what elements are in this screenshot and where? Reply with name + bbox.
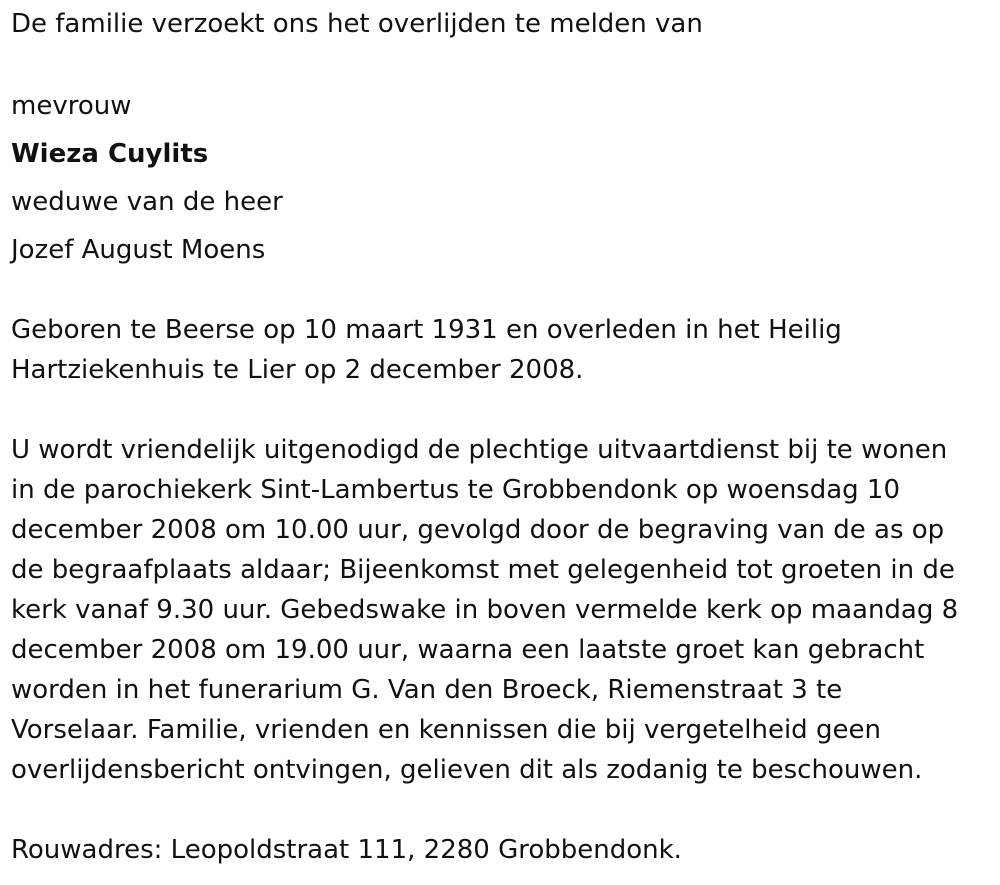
- service-line: Vorselaar. Familie, vrienden en kennissen die bij vergetelheid geen: [11, 715, 881, 745]
- deceased-name: Wieza Cuylits: [11, 139, 209, 169]
- service-line: worden in het funerarium G. Van den Broeck, Riemenstraat 3 te: [11, 675, 843, 705]
- service-paragraph: [11, 430, 986, 790]
- service-line: kerk vanaf 9.30 uur. Gebedswake in boven vermelde kerk op maandag 8: [11, 595, 959, 625]
- service-line: overlijdensbericht ontvingen, gelieven dit als zodanig te beschouwen.: [11, 755, 923, 785]
- widow-of-text: weduwe van de heer: [11, 187, 283, 217]
- birth-death-paragraph: [11, 310, 842, 390]
- spouse-name: Jozef August Moens: [11, 235, 266, 265]
- service-line: U wordt vriendelijk uitgenodigd de plechtige uitvaartdienst bij te wonen: [11, 435, 948, 465]
- service-line: de begraafplaats aldaar; Bijeenkomst met gelegenheid tot groeten in de: [11, 555, 955, 585]
- birth-death-line: Hartziekenhuis te Lier op 2 december 2008.: [11, 355, 584, 385]
- birth-death-line: Geboren te Beerse op 10 maart 1931 en overleden in het Heilig: [11, 315, 842, 345]
- service-line: december 2008 om 19.00 uur, waarna een laatste groet kan gebracht: [11, 635, 925, 665]
- service-line: in de parochiekerk Sint-Lambertus te Grobbendonk op woensdag 10: [11, 475, 901, 505]
- service-line: december 2008 om 10.00 uur, gevolgd door de begraving van de as op: [11, 515, 945, 545]
- intro-text: De familie verzoekt ons het overlijden te melden van: [11, 9, 703, 39]
- honorific: mevrouw: [11, 91, 132, 121]
- mourning-address: Rouwadres: Leopoldstraat 111, 2280 Grobbendonk.: [11, 835, 682, 865]
